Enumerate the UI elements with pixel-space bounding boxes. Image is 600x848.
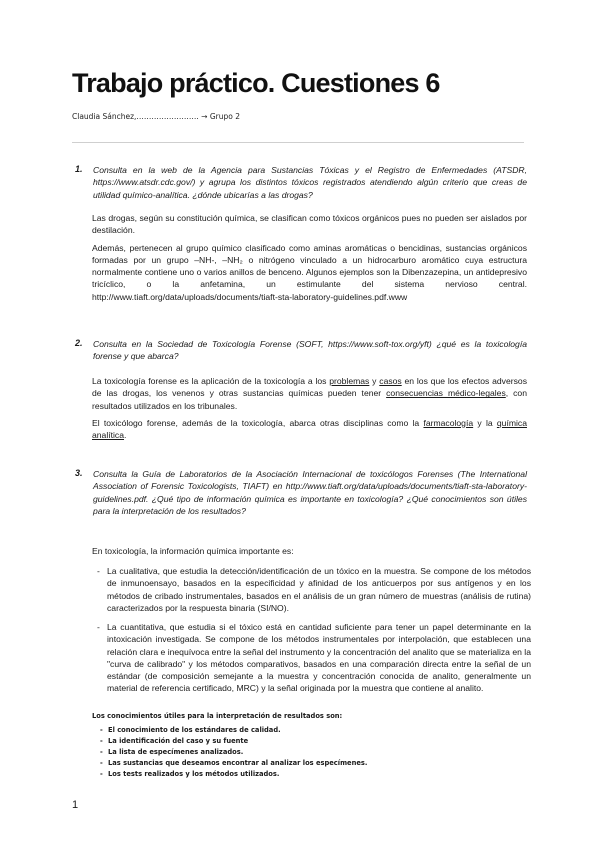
question-number: 1.: [75, 164, 83, 174]
answer-paragraph: El toxicólogo forense, además de la toxicología, abarca otras disciplinas como la farmacología y la química analítica.: [92, 417, 527, 441]
page-title: Trabajo práctico. Cuestiones 6: [72, 68, 440, 98]
question-text: Consulta la Guía de Laboratorios de la Asociación Internacional de toxicólogos Forenses (The International Association of Forensic Toxicologists, TIAFT) en http://www.tiaft.org/data/uploads/documents/tiaft-sta-laboratory-guidelines.pdf. ¿Qué tipo de información química es importante en toxicología? ¿Qué conocimientos son útiles para la interpretación de los resultados?: [93, 469, 527, 516]
question-number: 3.: [75, 468, 83, 478]
list-item: - La identificación del caso y su fuente: [100, 737, 249, 745]
answer-3-intro: En toxicología, la información química importante es:: [92, 546, 294, 556]
question-number: 2.: [75, 338, 83, 348]
answer-2: [92, 375, 527, 446]
link-quimica-analitica[interactable]: química analítica: [92, 417, 527, 441]
list-item: - Los tests realizados y los métodos utilizados.: [100, 770, 280, 778]
author-line: Claudia Sánchez,……………………. → Grupo 2: [72, 112, 241, 121]
list-item: - La cualitativa, que estudia la detección/identificación de un tóxico en la muestra. Se compone de los métodos de inmunoensayo, basados en la especificidad y afinidad de los anticuerpos por sus antígenos y en los métodos de cribado instrumentales, basados en el análisis de un gran número de muestras (análisis de rutina) caracterizados por la respuesta binaria (SI/NO).: [97, 566, 531, 613]
answer-paragraph: Las drogas, según su constitución química, se clasifican como tóxicos orgánicos pues no pueden ser aislados por destilación.: [92, 213, 527, 236]
question-2: [75, 338, 527, 363]
list-item: - La cuantitativa, que estudia si el tóxico está en cantidad suficiente para tener un papel determinante en la intoxicación investigada. Se compone de los métodos instrumentales por interpolación, que establecen una relación clara e inequívoca entre la señal del instrumento y la concentración del analito que se materializa en la "curva de calibrado" y los métodos comparativos, basados en una comparación directa entre la señal de un estándar (de composición semejante a la muestra y concentración conocida de analito, generalmente un material de referencia certificado, MRC) y la señal originada por la muestra que contiene al analito.: [97, 622, 531, 694]
dash-bullet: -: [97, 622, 100, 632]
list-item: - La lista de especímenes analizados.: [100, 748, 244, 756]
header-divider: [72, 142, 524, 143]
question-text: Consulta en la web de la Agencia para Sustancias Tóxicas y el Registro de Enfermedades (ATSDR, https://www.atsdr.cdc.gov/) y agrupa los distintos tóxicos registrados atendiendo algún criterio que creas de utilidad químico-analítica. ¿dónde ubicarías a las drogas?: [93, 165, 527, 200]
question-1: [75, 164, 527, 201]
answer-paragraph: Además, pertenecen al grupo químico clasificado como aminas aromáticas o bencidinas, sustancias orgánicos formadas por un grupo –NH-, –NH₂ o nitrógeno vinculado a un hidrocarburo aromático cuya estructura normalmente contiene uno o varios anillos de benceno. Algunos ejemplos son la Dibenzazepina, un antidepresivo tricíclico, o la anfetamina, un estimulante del sistema nervioso central. http://www.tiaft.org/data/uploads/documents/tiaft-sta-laboratory-guidelines.pdf.www: [92, 242, 527, 302]
list-item: - Las sustancias que deseamos encontrar al analizar los especímenes.: [100, 759, 368, 767]
link-farmacologia[interactable]: farmacología: [423, 417, 474, 428]
link-problemas[interactable]: problemas: [329, 376, 370, 386]
question-3: [75, 468, 527, 517]
question-text: Consulta en la Sociedad de Toxicología Forense (SOFT, https://www.soft-tox.org/yft) ¿qué es la toxicología forense y que abarca?: [93, 339, 527, 362]
answer-1: [92, 212, 527, 308]
knowledge-list: [100, 725, 367, 780]
link-casos[interactable]: casos: [379, 376, 402, 386]
page-number: 1: [72, 799, 79, 811]
list-item: - El conocimiento de los estándares de calidad.: [100, 726, 281, 734]
link-consecuencias[interactable]: consecuencias médico-legales: [386, 388, 506, 399]
answer-paragraph: La toxicología forense es la aplicación de la toxicología a los problemas y casos en los que los efectos adversos de las drogas, los venenos y otras sustancias químicas pueden tener consecuencias médico-legales, con resultados utilizados en los tribunales.: [92, 376, 527, 411]
dash-bullet: -: [97, 566, 100, 576]
knowledge-title: Los conocimientos útiles para la interpretación de resultados son:: [92, 712, 343, 720]
